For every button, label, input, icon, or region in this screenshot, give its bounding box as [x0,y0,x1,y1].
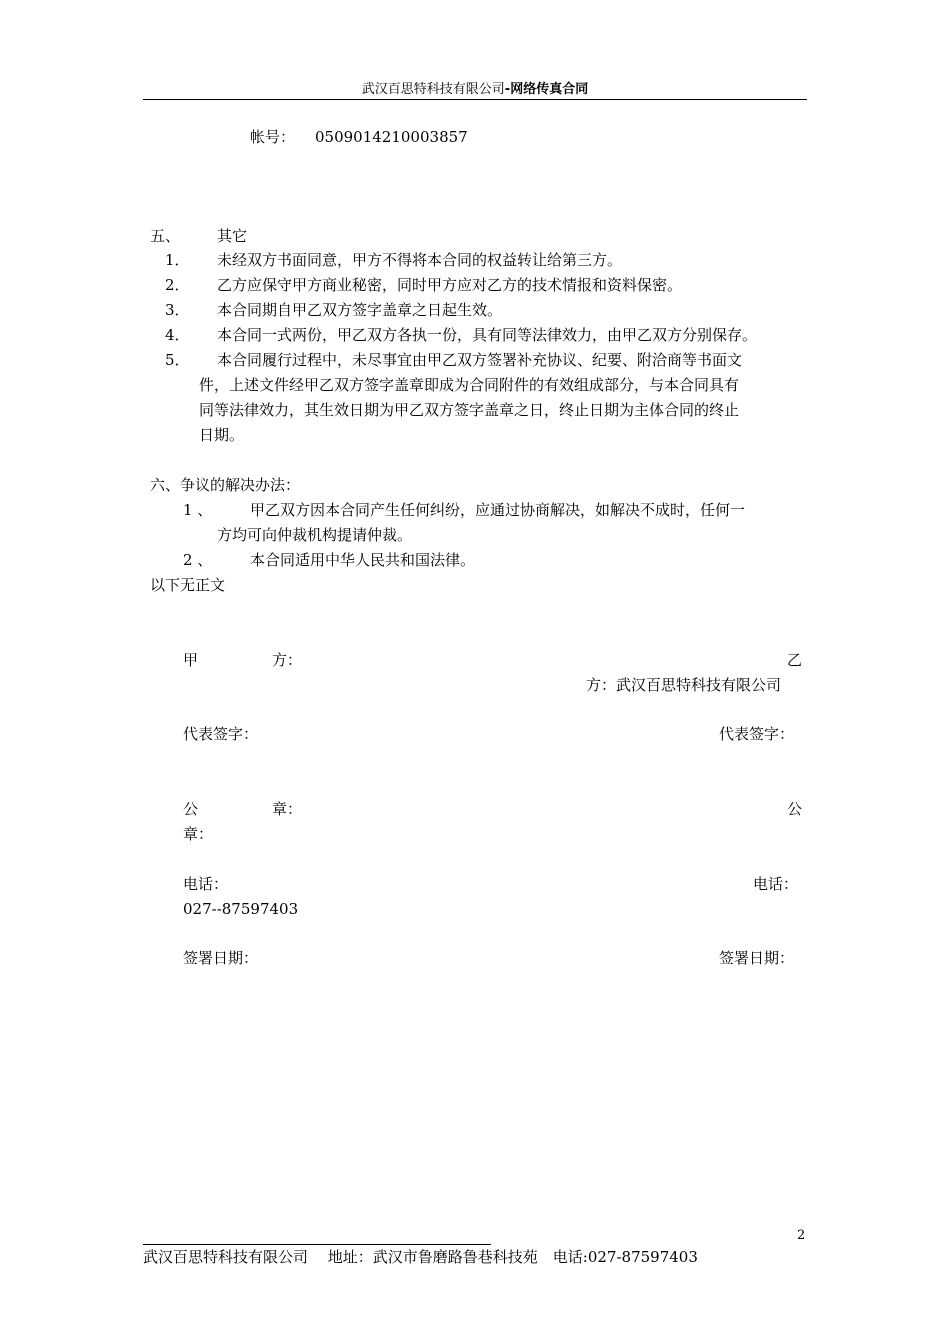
seal-b-label: 章： [183,825,214,843]
seal-a-char: 公 [183,800,199,818]
s5-item1-text: 未经双方书面同意，甲方不得将本合同的权益转让给第三方。 [217,251,623,269]
phone-b-label: 电话： [753,875,799,893]
rep-sign-b: 代表签字： [719,725,795,743]
s5-item2-num: 2． [165,276,190,294]
rep-sign-a: 代表签字： [183,725,259,743]
s5-item3-num: 3． [165,301,190,319]
party-a-label: 方： [272,651,303,669]
page-number: 2 [797,1228,806,1243]
s6-item2-num: 2 、 [183,551,213,569]
page-header-title [0,78,950,97]
party-a-char: 甲 [183,651,199,669]
party-b-label: 方：武汉百思特科技有限公司 [586,676,782,694]
s5-item5-num: 5． [165,351,190,369]
s5-item5-line3: 同等法律效力，其生效日期为甲乙双方签字盖章之日，终止日期为主体合同的终止 [199,401,740,419]
account-number: 0509014210003857 [315,128,468,146]
section5-number: 五、 [150,227,181,245]
sign-date-b: 签署日期： [719,949,795,967]
header-dash: - [504,82,511,97]
section6-heading: 六、争议的解决办法： [150,476,301,494]
seal-a-label: 章： [272,800,303,818]
seal-b-char: 公 [787,800,803,818]
s5-item1-num: 1． [165,251,190,269]
phone-a-label: 电话： [183,875,229,893]
s6-item1-line2: 方均可向仲裁机构提请仲裁。 [217,526,413,544]
s6-item1-num: 1 、 [183,501,213,519]
closing-note: 以下无正文 [150,576,226,594]
s5-item3-text: 本合同期自甲乙双方签字盖章之日起生效。 [217,301,503,319]
s5-item5-line4: 日期。 [199,426,245,444]
header-company: 武汉百思特科技有限公司 [361,82,505,97]
footer-address: 武汉百思特科技有限公司 地址：武汉市鲁磨路鲁巷科技苑 电话:027-87597403 [143,1248,698,1266]
header-rule [143,99,807,100]
sign-date-a: 签署日期： [183,949,259,967]
header-subtitle: 网络传真合同 [510,82,589,97]
account-label: 帐号： [250,128,296,146]
s5-item2-text: 乙方应保守甲方商业秘密，同时甲方应对乙方的技术情报和资料保密。 [217,276,683,294]
footer-rule [143,1244,491,1245]
s6-item1-line1: 甲乙双方因本合同产生任何纠纷，应通过协商解决，如解决不成时，任何一 [250,501,746,519]
section5-heading: 其它 [217,227,248,245]
s5-item5-line1: 本合同履行过程中，未尽事宜由甲乙双方签署补充协议、纪要、附洽商等书面文 [217,351,743,369]
s6-item2-text: 本合同适用中华人民共和国法律。 [250,551,476,569]
party-b-char: 乙 [787,651,803,669]
s5-item4-num: 4． [165,326,190,344]
phone-b-value: 027--87597403 [183,900,299,918]
s5-item5-line2: 件，上述文件经甲乙双方签字盖章即成为合同附件的有效组成部分，与本合同具有 [199,376,740,394]
s5-item4-text: 本合同一式两份，甲乙双方各执一份，具有同等法律效力，由甲乙双方分别保存。 [217,326,758,344]
